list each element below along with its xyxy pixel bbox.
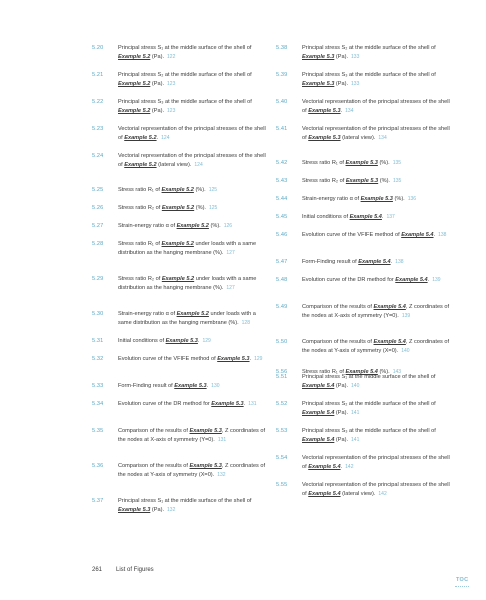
figure-number: 5.47 bbox=[276, 259, 288, 265]
caption-suffix: under loads with a same distribution as the hanging membrane (%). bbox=[118, 241, 257, 256]
caption-suffix: (Pa). bbox=[334, 80, 349, 87]
caption-text: Form-Finding result of bbox=[118, 383, 175, 389]
caption-suffix: . bbox=[433, 232, 436, 238]
page-reference[interactable]: 138 bbox=[438, 232, 447, 238]
caption-suffix: . bbox=[390, 259, 393, 265]
example-link[interactable]: Example 5.3 bbox=[118, 506, 151, 513]
figure-number: 5.51 bbox=[276, 374, 288, 380]
page-reference[interactable]: 132 bbox=[217, 471, 226, 478]
example-link[interactable]: Example 5.2 bbox=[118, 107, 151, 114]
figure-number: 5.29 bbox=[92, 276, 104, 282]
caption-suffix: , Z coordinates of the nodes at Y-axis of symmetry (X=0). bbox=[302, 339, 450, 354]
figure-caption bbox=[118, 462, 268, 480]
figure-number: 5.45 bbox=[276, 214, 288, 220]
caption-text: Comparison of the results of bbox=[118, 463, 190, 469]
example-link[interactable]: Example 5.2 bbox=[161, 241, 194, 247]
example-link[interactable]: Example 5.2 bbox=[161, 276, 195, 282]
example-link[interactable]: Example 5.3 bbox=[308, 134, 341, 141]
toc-underline bbox=[455, 586, 469, 587]
figure-number: 5.42 bbox=[276, 160, 288, 166]
caption-suffix: (%). bbox=[377, 160, 390, 166]
page-reference[interactable]: 126 bbox=[223, 223, 233, 229]
figure-caption bbox=[118, 204, 268, 213]
figure-caption bbox=[302, 400, 452, 418]
example-link[interactable]: Example 5.3 bbox=[360, 196, 393, 202]
caption-suffix: . bbox=[249, 356, 252, 362]
figure-caption bbox=[302, 177, 452, 186]
figure-number: 5.53 bbox=[276, 428, 288, 434]
toc-link[interactable]: TOC bbox=[456, 577, 469, 583]
figure-number: 5.46 bbox=[276, 232, 288, 238]
example-link[interactable]: Example 5.4 bbox=[373, 339, 406, 345]
caption-text: Stress ratio R₂ of bbox=[302, 178, 346, 184]
figure-number: 5.43 bbox=[276, 178, 288, 184]
figure-caption bbox=[302, 71, 452, 89]
page-reference[interactable]: 132 bbox=[167, 506, 176, 513]
caption-suffix: , Z coordinates of the nodes at X-axis of symmetry (Y=0). bbox=[302, 304, 450, 319]
example-link[interactable]: Example 5.3 bbox=[345, 178, 379, 184]
page-reference[interactable]: 129 bbox=[254, 356, 263, 362]
caption-text: Principal stress S₁ at the middle surface of the shell of bbox=[118, 45, 252, 51]
page-reference[interactable]: 143 bbox=[392, 369, 402, 375]
caption-suffix: . bbox=[340, 463, 343, 470]
caption-text: Strain-energy ratio α of bbox=[118, 311, 177, 317]
figure-number: 5.40 bbox=[276, 99, 288, 105]
caption-suffix: . bbox=[156, 134, 159, 141]
figure-number: 5.56 bbox=[276, 369, 288, 375]
example-link[interactable]: Example 5.3 bbox=[217, 356, 250, 362]
page-reference[interactable]: 122 bbox=[167, 53, 176, 60]
page-reference[interactable]: 130 bbox=[211, 383, 220, 389]
caption-suffix: . bbox=[381, 214, 384, 220]
figure-number: 5.26 bbox=[92, 205, 104, 211]
caption-text: Vectorial representation of the principal stresses of the shell of bbox=[302, 455, 450, 470]
page-reference[interactable]: 142 bbox=[345, 463, 354, 470]
figure-caption bbox=[118, 98, 268, 116]
page-reference[interactable]: 138 bbox=[395, 259, 404, 265]
page-reference[interactable]: 135 bbox=[392, 160, 402, 166]
figure-number: 5.55 bbox=[276, 482, 288, 488]
figure-caption bbox=[118, 71, 268, 89]
page-reference[interactable]: 125 bbox=[208, 187, 218, 193]
figure-number: 5.49 bbox=[276, 304, 288, 310]
figure-caption bbox=[118, 186, 268, 195]
caption-text: Stress ratio R₁ of bbox=[302, 369, 346, 375]
figure-caption bbox=[302, 258, 452, 267]
caption-suffix: (%). bbox=[392, 196, 405, 202]
figure-number: 5.37 bbox=[92, 498, 104, 504]
caption-text: Principal stress S₂ at the middle surface of the shell of bbox=[302, 45, 436, 51]
caption-suffix: (Pa). bbox=[150, 53, 165, 60]
figure-caption bbox=[302, 159, 452, 168]
caption-text: Principal stress S₃ at the middle surface of the shell of bbox=[302, 72, 436, 78]
page-reference[interactable]: 142 bbox=[378, 490, 387, 497]
page-reference[interactable]: 131 bbox=[248, 401, 257, 407]
caption-suffix: (%). bbox=[193, 187, 206, 193]
figure-number: 5.34 bbox=[92, 401, 104, 407]
caption-suffix: , Z coordinates of the nodes at X-axis of symmetry (Y=0). bbox=[118, 428, 266, 443]
figure-caption bbox=[118, 382, 268, 391]
page-reference[interactable]: 127 bbox=[226, 249, 235, 256]
caption-suffix: . bbox=[243, 401, 246, 407]
caption-text: Comparison of the results of bbox=[302, 304, 374, 310]
figure-caption bbox=[118, 222, 268, 231]
figure-caption bbox=[118, 400, 268, 409]
caption-text: Stress ratio R₂ of bbox=[118, 205, 162, 211]
figure-number: 5.35 bbox=[92, 428, 104, 434]
caption-suffix: (Pa). bbox=[334, 382, 349, 389]
figure-number: 5.20 bbox=[92, 45, 104, 51]
caption-suffix: under loads with a same distribution as the hanging membrane (%). bbox=[118, 311, 256, 326]
page-reference[interactable]: 127 bbox=[226, 284, 235, 291]
caption-text: Strain-energy ratio α of bbox=[302, 196, 361, 202]
page-reference[interactable]: 123 bbox=[167, 80, 176, 87]
page-reference[interactable]: 131 bbox=[217, 436, 227, 443]
example-link[interactable]: Example 5.2 bbox=[118, 53, 151, 60]
page-number: 261 bbox=[92, 567, 103, 573]
figure-caption bbox=[302, 276, 452, 285]
figure-caption bbox=[118, 427, 268, 445]
caption-text: Vectorial representation of the principal stresses of the shell of bbox=[118, 126, 266, 141]
caption-text: Comparison of the results of bbox=[302, 339, 374, 345]
example-link[interactable]: Example 5.3 bbox=[302, 80, 335, 87]
figure-caption bbox=[118, 497, 268, 515]
caption-text: Evolution curve of the DR method for bbox=[302, 277, 396, 283]
caption-text: Initial conditions of bbox=[118, 338, 166, 344]
example-link[interactable]: Example 5.3 bbox=[211, 401, 244, 407]
figure-caption bbox=[302, 368, 452, 377]
figure-caption bbox=[302, 481, 452, 499]
page-reference[interactable]: 123 bbox=[167, 107, 176, 114]
example-link[interactable]: Example 5.4 bbox=[349, 214, 382, 220]
figure-number: 5.41 bbox=[276, 126, 288, 132]
caption-suffix: (lateral view). bbox=[156, 161, 192, 168]
figure-caption bbox=[118, 125, 268, 143]
example-link[interactable]: Example 5.4 bbox=[345, 369, 378, 375]
caption-suffix: . bbox=[427, 277, 430, 283]
example-link[interactable]: Example 5.3 bbox=[308, 107, 341, 114]
figure-caption bbox=[118, 152, 268, 170]
figure-number: 5.33 bbox=[92, 383, 104, 389]
figure-caption bbox=[302, 44, 452, 62]
caption-text: Evolution curve of the DR method for bbox=[118, 401, 212, 407]
caption-suffix: (lateral view). bbox=[340, 134, 376, 141]
figure-caption bbox=[302, 338, 452, 356]
example-link[interactable]: Example 5.4 bbox=[358, 259, 391, 265]
example-link[interactable]: Example 5.3 bbox=[189, 428, 222, 434]
figure-caption bbox=[118, 240, 268, 258]
page-reference[interactable]: 124 bbox=[194, 161, 203, 168]
figure-number: 5.27 bbox=[92, 223, 104, 229]
page-reference[interactable]: 141 bbox=[351, 436, 360, 443]
example-link[interactable]: Example 5.4 bbox=[302, 409, 335, 416]
caption-suffix: under loads with a same distribution as the hanging membrane (%). bbox=[118, 276, 257, 291]
section-title: List of Figures bbox=[116, 567, 154, 573]
example-link[interactable]: Example 5.2 bbox=[118, 80, 151, 87]
caption-text: Vectorial representation of the principal stresses of the shell of bbox=[118, 153, 266, 168]
caption-suffix: . bbox=[340, 107, 343, 114]
example-link[interactable]: Example 5.3 bbox=[165, 338, 198, 344]
example-link[interactable]: Example 5.4 bbox=[302, 436, 335, 443]
page-reference[interactable]: 133 bbox=[351, 80, 360, 87]
figure-caption bbox=[302, 98, 452, 116]
figure-caption bbox=[118, 275, 268, 293]
figure-number: 5.25 bbox=[92, 187, 104, 193]
page-reference[interactable]: 129 bbox=[202, 338, 211, 344]
example-link[interactable]: Example 5.4 bbox=[308, 490, 341, 497]
caption-suffix: (Pa). bbox=[150, 80, 165, 87]
page-reference[interactable]: 141 bbox=[351, 409, 360, 416]
caption-text: Principal stress S₃ at the middle surface of the shell of bbox=[302, 428, 436, 434]
caption-suffix: (Pa). bbox=[334, 409, 349, 416]
figure-number: 5.36 bbox=[92, 463, 104, 469]
page-reference[interactable]: 136 bbox=[407, 196, 417, 202]
caption-text: Principal stress S₁ at the middle surface of the shell of bbox=[118, 498, 252, 504]
caption-suffix: (Pa). bbox=[150, 506, 165, 513]
figure-caption bbox=[302, 427, 452, 445]
figure-number: 5.50 bbox=[276, 339, 288, 345]
page-reference[interactable]: 134 bbox=[345, 107, 354, 114]
caption-text: Evolution curve of the VFIFE method of bbox=[118, 356, 218, 362]
figure-number: 5.21 bbox=[92, 72, 104, 78]
caption-suffix: (%). bbox=[378, 178, 390, 184]
example-link[interactable]: Example 5.4 bbox=[302, 382, 335, 389]
figure-number: 5.28 bbox=[92, 241, 104, 247]
example-link[interactable]: Example 5.4 bbox=[395, 277, 428, 283]
example-link[interactable]: Example 5.2 bbox=[161, 187, 194, 193]
caption-text: Vectorial representation of the principal stresses of the shell of bbox=[302, 99, 450, 114]
figure-caption bbox=[118, 310, 268, 328]
example-link[interactable]: Example 5.2 bbox=[176, 311, 209, 317]
figure-caption bbox=[118, 337, 268, 346]
figure-number: 5.22 bbox=[92, 99, 104, 105]
figure-caption bbox=[302, 213, 452, 222]
figure-caption bbox=[302, 231, 452, 240]
caption-text: Evolution curve of the VFIFE method of bbox=[302, 232, 402, 238]
caption-suffix: (%). bbox=[377, 369, 390, 375]
page-reference[interactable]: 134 bbox=[378, 134, 387, 141]
caption-suffix: (lateral view). bbox=[340, 490, 376, 497]
page-reference[interactable]: 140 bbox=[351, 382, 360, 389]
figure-number: 5.30 bbox=[92, 311, 104, 317]
figure-number: 5.54 bbox=[276, 455, 288, 461]
caption-text: Principal stress S₁ at the middle surface of the shell of bbox=[302, 374, 436, 380]
caption-suffix: (%). bbox=[194, 205, 206, 211]
page-reference[interactable]: 135 bbox=[392, 178, 402, 184]
caption-suffix: (Pa). bbox=[334, 53, 349, 60]
page-reference[interactable]: 125 bbox=[208, 205, 218, 211]
caption-suffix: (Pa). bbox=[150, 107, 165, 114]
example-link[interactable]: Example 5.4 bbox=[401, 232, 434, 238]
caption-text: Initial conditions of bbox=[302, 214, 350, 220]
figure-number: 5.52 bbox=[276, 401, 288, 407]
figure-caption bbox=[302, 303, 452, 321]
page-reference[interactable]: 124 bbox=[161, 134, 170, 141]
figure-caption bbox=[302, 195, 452, 204]
example-link[interactable]: Example 5.3 bbox=[189, 463, 222, 469]
figure-number: 5.32 bbox=[92, 356, 104, 362]
example-link[interactable]: Example 5.2 bbox=[124, 134, 157, 141]
figure-number: 5.44 bbox=[276, 196, 288, 202]
page-reference[interactable]: 128 bbox=[241, 319, 250, 326]
caption-text: Principal stress S₂ at the middle surface of the shell of bbox=[118, 72, 252, 78]
caption-text: Comparison of the results of bbox=[118, 428, 190, 434]
figure-caption bbox=[302, 125, 452, 143]
figure-number: 5.48 bbox=[276, 277, 288, 283]
caption-suffix: . bbox=[206, 383, 209, 389]
page-reference[interactable]: 139 bbox=[432, 277, 441, 283]
example-link[interactable]: Example 5.3 bbox=[174, 383, 207, 389]
caption-suffix: (Pa). bbox=[334, 436, 349, 443]
caption-text: Stress ratio R₁ of bbox=[118, 187, 162, 193]
page-reference[interactable]: 139 bbox=[401, 312, 411, 319]
page-reference[interactable]: 133 bbox=[351, 53, 360, 60]
example-link[interactable]: Example 5.2 bbox=[161, 205, 195, 211]
figure-number: 5.23 bbox=[92, 126, 104, 132]
example-link[interactable]: Example 5.2 bbox=[124, 161, 157, 168]
example-link[interactable]: Example 5.3 bbox=[302, 53, 335, 60]
caption-suffix: . bbox=[197, 338, 200, 344]
figure-caption bbox=[118, 44, 268, 62]
figure-number: 5.24 bbox=[92, 153, 104, 159]
figure-number: 5.39 bbox=[276, 72, 288, 78]
caption-text: Stress ratio R₁ of bbox=[118, 241, 162, 247]
caption-text: Vectorial representation of the principal stresses of the shell of bbox=[302, 126, 450, 141]
figure-number: 5.31 bbox=[92, 338, 104, 344]
figure-caption bbox=[118, 355, 268, 364]
caption-text: Stress ratio R₁ of bbox=[302, 160, 346, 166]
example-link[interactable]: Example 5.4 bbox=[308, 463, 341, 470]
figure-number: 5.38 bbox=[276, 45, 288, 51]
example-link[interactable]: Example 5.3 bbox=[345, 160, 378, 166]
caption-text: Stress ratio R₂ of bbox=[118, 276, 162, 282]
caption-text: Principal stress S₃ at the middle surface of the shell of bbox=[118, 99, 252, 105]
example-link[interactable]: Example 5.2 bbox=[176, 223, 209, 229]
caption-suffix: (%). bbox=[208, 223, 221, 229]
figure-caption bbox=[302, 454, 452, 472]
caption-text: Vectorial representation of the principal stresses of the shell of bbox=[302, 482, 450, 497]
example-link[interactable]: Example 5.4 bbox=[373, 304, 406, 310]
caption-text: Principal stress S₂ at the middle surface of the shell of bbox=[302, 401, 436, 407]
caption-suffix: , Z coordinates of the nodes at Y-axis of symmetry (X=0). bbox=[118, 463, 266, 478]
caption-text: Form-Finding result of bbox=[302, 259, 359, 265]
caption-text: Strain-energy ratio α of bbox=[118, 223, 177, 229]
page-reference[interactable]: 140 bbox=[401, 347, 410, 354]
page-reference[interactable]: 137 bbox=[386, 214, 395, 220]
